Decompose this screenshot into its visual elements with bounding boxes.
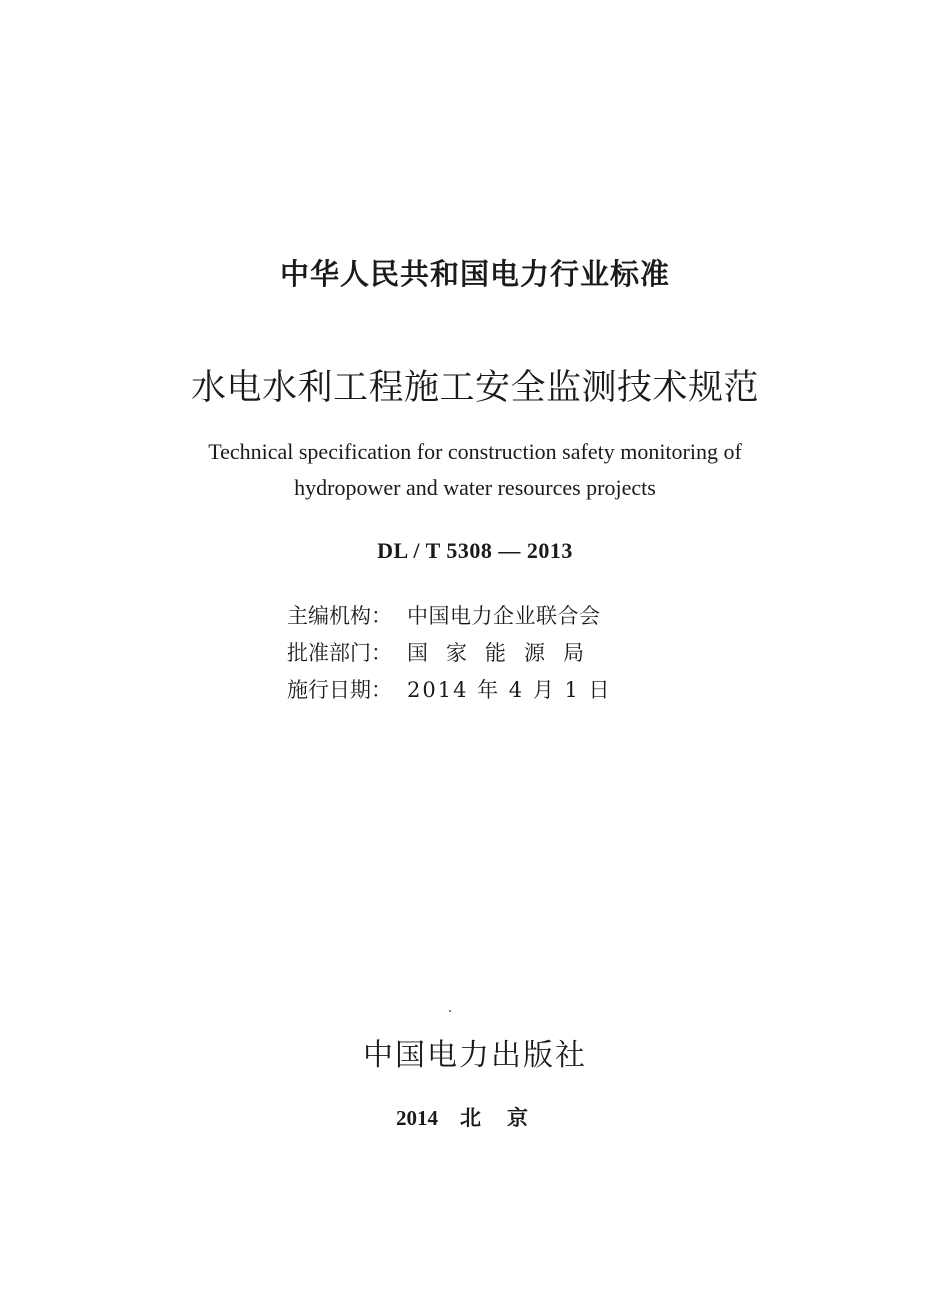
- editor-value: 中国电力企业联合会: [407, 603, 601, 628]
- title-english-line-2: hydropower and water resources projects: [294, 475, 656, 500]
- editor-row: [287, 596, 667, 633]
- editor-label: 主编机构：: [287, 603, 392, 628]
- title-chinese: 水电水利工程施工安全监测技术规范: [190, 368, 759, 408]
- approver-row: [287, 633, 667, 670]
- info-block: [287, 596, 667, 707]
- date-row: [287, 670, 667, 707]
- approver-value: 国家能源局: [407, 640, 602, 665]
- publication-year: 2014: [396, 1106, 438, 1130]
- publication-city: 北京: [460, 1105, 554, 1130]
- title-english-line-1: Technical specification for construction safety monitoring of: [208, 439, 742, 464]
- date-value: 2014 年 4 月 1 日: [407, 677, 612, 702]
- date-label: 施行日期：: [287, 677, 392, 702]
- speck-mark: [449, 1010, 451, 1012]
- publication-place: [0, 1102, 950, 1132]
- publisher-name: 中国电力出版社: [363, 1038, 587, 1073]
- standard-code: DL / T 5308 — 2013: [377, 538, 573, 563]
- standard-category-heading: 中华人民共和国电力行业标准: [279, 257, 670, 291]
- approver-label: 批准部门：: [287, 640, 392, 665]
